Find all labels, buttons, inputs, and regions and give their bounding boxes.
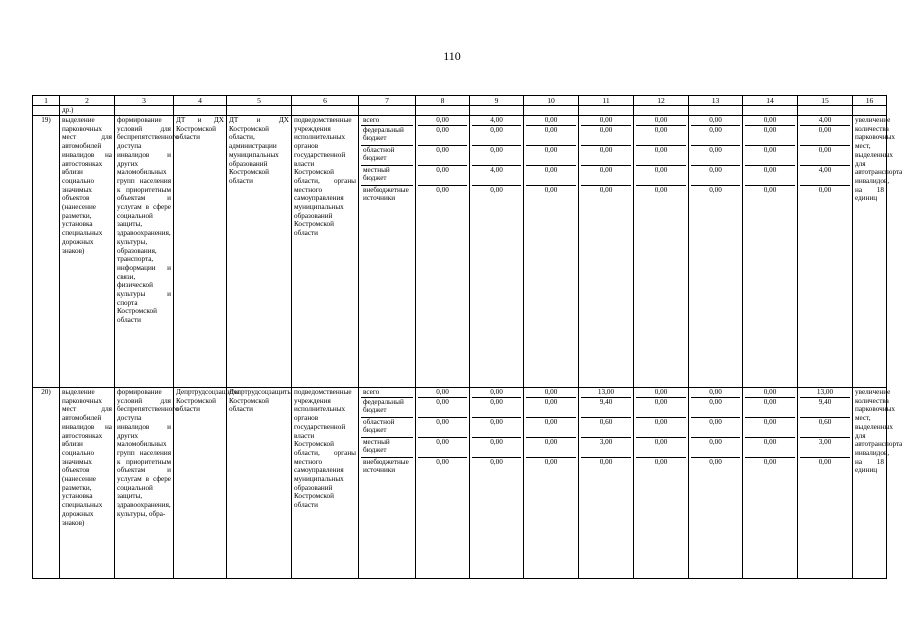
value-cell: 0,00 bbox=[709, 458, 722, 466]
value-cell: 0,00 bbox=[800, 126, 850, 146]
value-cell: 0,00 bbox=[745, 438, 795, 458]
value-cell: 0,60 bbox=[800, 418, 850, 438]
header-cell: 9 bbox=[470, 96, 524, 106]
finance-label: всего bbox=[361, 116, 413, 126]
value-cell: 4,00 bbox=[472, 116, 521, 126]
value-cell: 4,00 bbox=[800, 116, 850, 126]
event-cell: выделение парковочных мест для автомобилей инвалидов на автостоянках вблизи социально значимых объектов (нанесение разметки, установка специальных дорожных знаков) bbox=[60, 116, 115, 388]
value-cell: 0,00 bbox=[544, 458, 558, 466]
event-cell: выделение парковочных мест для автомобилей инвалидов на автостоянках вблизи социально значимых объектов (нанесение разметки, установка специальных дорожных знаков) bbox=[60, 388, 115, 579]
value-cell: 3,00 bbox=[581, 438, 631, 458]
header-cell: 8 bbox=[416, 96, 470, 106]
value-cell: 0,00 bbox=[818, 186, 832, 194]
carryover-row bbox=[33, 106, 887, 116]
value-cell: 0,00 bbox=[745, 418, 795, 438]
value-cell: 0,00 bbox=[526, 116, 576, 126]
value-cell: 0,00 bbox=[472, 438, 521, 458]
value-cell: 0,00 bbox=[691, 116, 740, 126]
carryover-text: др.) bbox=[60, 106, 115, 116]
header-cell: 7 bbox=[359, 96, 416, 106]
value-col-15 bbox=[798, 116, 853, 388]
value-cell: 0,00 bbox=[526, 146, 576, 166]
goal-cell: формирование условий для беспрепятственного доступа инвалидов и других маломобильных групп населения к приоритетным объектам и услугам в сфере социальной защиты, здравоохранения, культуры, образования, транспорта, информации и связи, физической культуры и спорта Костромской области bbox=[115, 116, 174, 388]
finance-label: федеральный бюджет bbox=[361, 398, 413, 418]
finance-label: внебюджетные источники bbox=[363, 186, 409, 202]
finance-label: местный бюджет bbox=[361, 438, 413, 458]
value-cell: 0,00 bbox=[526, 418, 576, 438]
value-cell: 9,40 bbox=[581, 398, 631, 418]
value-cell: 0,00 bbox=[526, 166, 576, 186]
value-cell: 0,00 bbox=[490, 458, 503, 466]
value-cell: 9,40 bbox=[800, 398, 850, 418]
value-cell: 0,00 bbox=[526, 398, 576, 418]
finance-label: федеральный бюджет bbox=[361, 126, 413, 146]
value-col-12 bbox=[634, 116, 689, 388]
participants-cell: подведомственные учреждения исполнительных органов государственной власти Костромской области, органы местного самоуправления муниципальных образований Костромской области bbox=[292, 388, 359, 579]
table-row bbox=[33, 116, 887, 388]
value-col-9 bbox=[470, 116, 524, 388]
value-col-10 bbox=[524, 116, 579, 388]
header-cell: 16 bbox=[853, 96, 887, 106]
program-table bbox=[32, 95, 903, 579]
value-cell: 4,00 bbox=[472, 166, 521, 186]
finance-label: областной бюджет bbox=[361, 146, 413, 166]
value-cell: 0,00 bbox=[544, 186, 558, 194]
value-cell: 0,00 bbox=[526, 388, 576, 398]
value-cell: 0,00 bbox=[636, 388, 686, 398]
value-cell: 0,00 bbox=[472, 146, 521, 166]
value-cell: 0,00 bbox=[636, 166, 686, 186]
coordinator-cell: Депртрудсоцзащиты Костромской области bbox=[174, 388, 227, 579]
value-cell: 0,00 bbox=[691, 438, 740, 458]
value-cell: 0,00 bbox=[636, 146, 686, 166]
page-number: 110 bbox=[443, 49, 461, 63]
value-cell: 0,00 bbox=[418, 116, 467, 126]
value-cell: 13,00 bbox=[581, 388, 631, 398]
value-col-13 bbox=[689, 116, 743, 388]
value-cell: 0,00 bbox=[691, 398, 740, 418]
participants-cell: подведомственные учреждения исполнительных органов государственной власти Костромской области, органы местного самоуправления муниципальных образований Костромской области bbox=[292, 116, 359, 388]
value-cell: 0,00 bbox=[472, 388, 521, 398]
value-col-13 bbox=[689, 388, 743, 579]
value-cell: 0,00 bbox=[636, 438, 686, 458]
value-cell: 0,00 bbox=[654, 186, 668, 194]
finance-label: местный бюджет bbox=[361, 166, 413, 186]
value-cell: 0,00 bbox=[472, 418, 521, 438]
value-cell: 0,00 bbox=[763, 186, 777, 194]
value-cell: 0,00 bbox=[472, 398, 521, 418]
header-cell: 15 bbox=[798, 96, 853, 106]
value-cell: 0,00 bbox=[691, 418, 740, 438]
value-cell: 0,00 bbox=[581, 116, 631, 126]
value-cell: 0,00 bbox=[691, 166, 740, 186]
header-row bbox=[33, 96, 887, 106]
value-cell: 0,00 bbox=[599, 186, 613, 194]
value-cell: 0,00 bbox=[472, 126, 521, 146]
value-cell: 3,00 bbox=[800, 438, 850, 458]
executor-cell: ДТ и ДХ Костромской области, администрации муниципальных образований Костромской области bbox=[227, 116, 292, 388]
value-cell: 0,00 bbox=[745, 388, 795, 398]
finance-label: областной бюджет bbox=[361, 418, 413, 438]
value-cell: 0,00 bbox=[418, 126, 467, 146]
finance-source-cell bbox=[359, 388, 416, 579]
value-cell: 0,00 bbox=[526, 438, 576, 458]
row-number: 20) bbox=[33, 388, 60, 579]
value-cell: 0,00 bbox=[418, 398, 467, 418]
value-cell: 0,00 bbox=[745, 398, 795, 418]
header-cell: 14 bbox=[743, 96, 798, 106]
coordinator-cell: ДТ и ДХ Костромской области bbox=[174, 116, 227, 388]
value-cell: 13,00 bbox=[800, 388, 850, 398]
header-cell: 4 bbox=[174, 96, 227, 106]
value-col-11 bbox=[579, 388, 634, 579]
value-cell: 0,00 bbox=[745, 126, 795, 146]
value-cell: 0,00 bbox=[418, 438, 467, 458]
value-cell: 0,00 bbox=[581, 146, 631, 166]
header-cell: 5 bbox=[227, 96, 292, 106]
value-col-8 bbox=[416, 116, 470, 388]
value-cell: 0,00 bbox=[418, 388, 467, 398]
value-col-14 bbox=[743, 116, 798, 388]
value-cell: 0,00 bbox=[418, 146, 467, 166]
value-col-15 bbox=[798, 388, 853, 579]
value-cell: 0,00 bbox=[763, 458, 777, 466]
value-cell: 0,00 bbox=[636, 116, 686, 126]
header-cell: 11 bbox=[579, 96, 634, 106]
value-cell: 0,00 bbox=[436, 186, 449, 194]
value-cell: 0,00 bbox=[418, 166, 467, 186]
header-cell: 12 bbox=[634, 96, 689, 106]
header-cell: 10 bbox=[524, 96, 579, 106]
value-cell: 0,00 bbox=[636, 418, 686, 438]
result-cell: увеличение количества парковочных мест, выделенных для автотранспорта инвалидов, на 18 единиц bbox=[853, 388, 887, 579]
value-cell: 0,00 bbox=[691, 388, 740, 398]
value-col-8 bbox=[416, 388, 470, 579]
value-col-14 bbox=[743, 388, 798, 579]
value-cell: 0,00 bbox=[581, 126, 631, 146]
header-cell: 2 bbox=[60, 96, 115, 106]
header-cell: 6 bbox=[292, 96, 359, 106]
finance-label: всего bbox=[361, 388, 413, 398]
value-cell: 0,00 bbox=[636, 398, 686, 418]
value-cell: 0,00 bbox=[745, 166, 795, 186]
value-cell: 0,00 bbox=[745, 116, 795, 126]
table-row bbox=[33, 388, 887, 579]
value-cell: 0,00 bbox=[636, 126, 686, 146]
value-col-9 bbox=[470, 388, 524, 579]
value-cell: 0,00 bbox=[490, 186, 503, 194]
value-cell: 0,00 bbox=[599, 458, 613, 466]
executor-cell: Депртрудсоцзащиты Костромской области bbox=[227, 388, 292, 579]
value-cell: 0,00 bbox=[691, 146, 740, 166]
value-cell: 0,00 bbox=[745, 146, 795, 166]
finance-label: внебюджетные источники bbox=[363, 458, 409, 474]
value-cell: 0,00 bbox=[526, 126, 576, 146]
value-cell: 0,00 bbox=[691, 126, 740, 146]
finance-source-cell bbox=[359, 116, 416, 388]
row-number: 19) bbox=[33, 116, 60, 388]
header-cell: 13 bbox=[689, 96, 743, 106]
header-cell: 3 bbox=[115, 96, 174, 106]
value-cell: 0,00 bbox=[581, 166, 631, 186]
value-col-11 bbox=[579, 116, 634, 388]
goal-cell: формирование условий для беспрепятственного доступа инвалидов и других маломобильных групп населения к приоритетным объектам и услугам в сфере социальной защиты, здравоохранения, культуры, обра- bbox=[115, 388, 174, 579]
value-col-12 bbox=[634, 388, 689, 579]
value-cell: 0,00 bbox=[709, 186, 722, 194]
value-cell: 0,00 bbox=[818, 458, 832, 466]
value-cell: 0,00 bbox=[654, 458, 668, 466]
value-cell: 0,00 bbox=[418, 418, 467, 438]
value-cell: 4,00 bbox=[800, 166, 850, 186]
value-cell: 0,00 bbox=[800, 146, 850, 166]
value-cell: 0,00 bbox=[436, 458, 449, 466]
value-col-10 bbox=[524, 388, 579, 579]
value-cell: 0,60 bbox=[581, 418, 631, 438]
result-cell: увеличение количества парковочных мест, выделенных для автотранспорта инвалидов, на 18 единиц bbox=[853, 116, 887, 388]
header-cell: 1 bbox=[33, 96, 60, 106]
